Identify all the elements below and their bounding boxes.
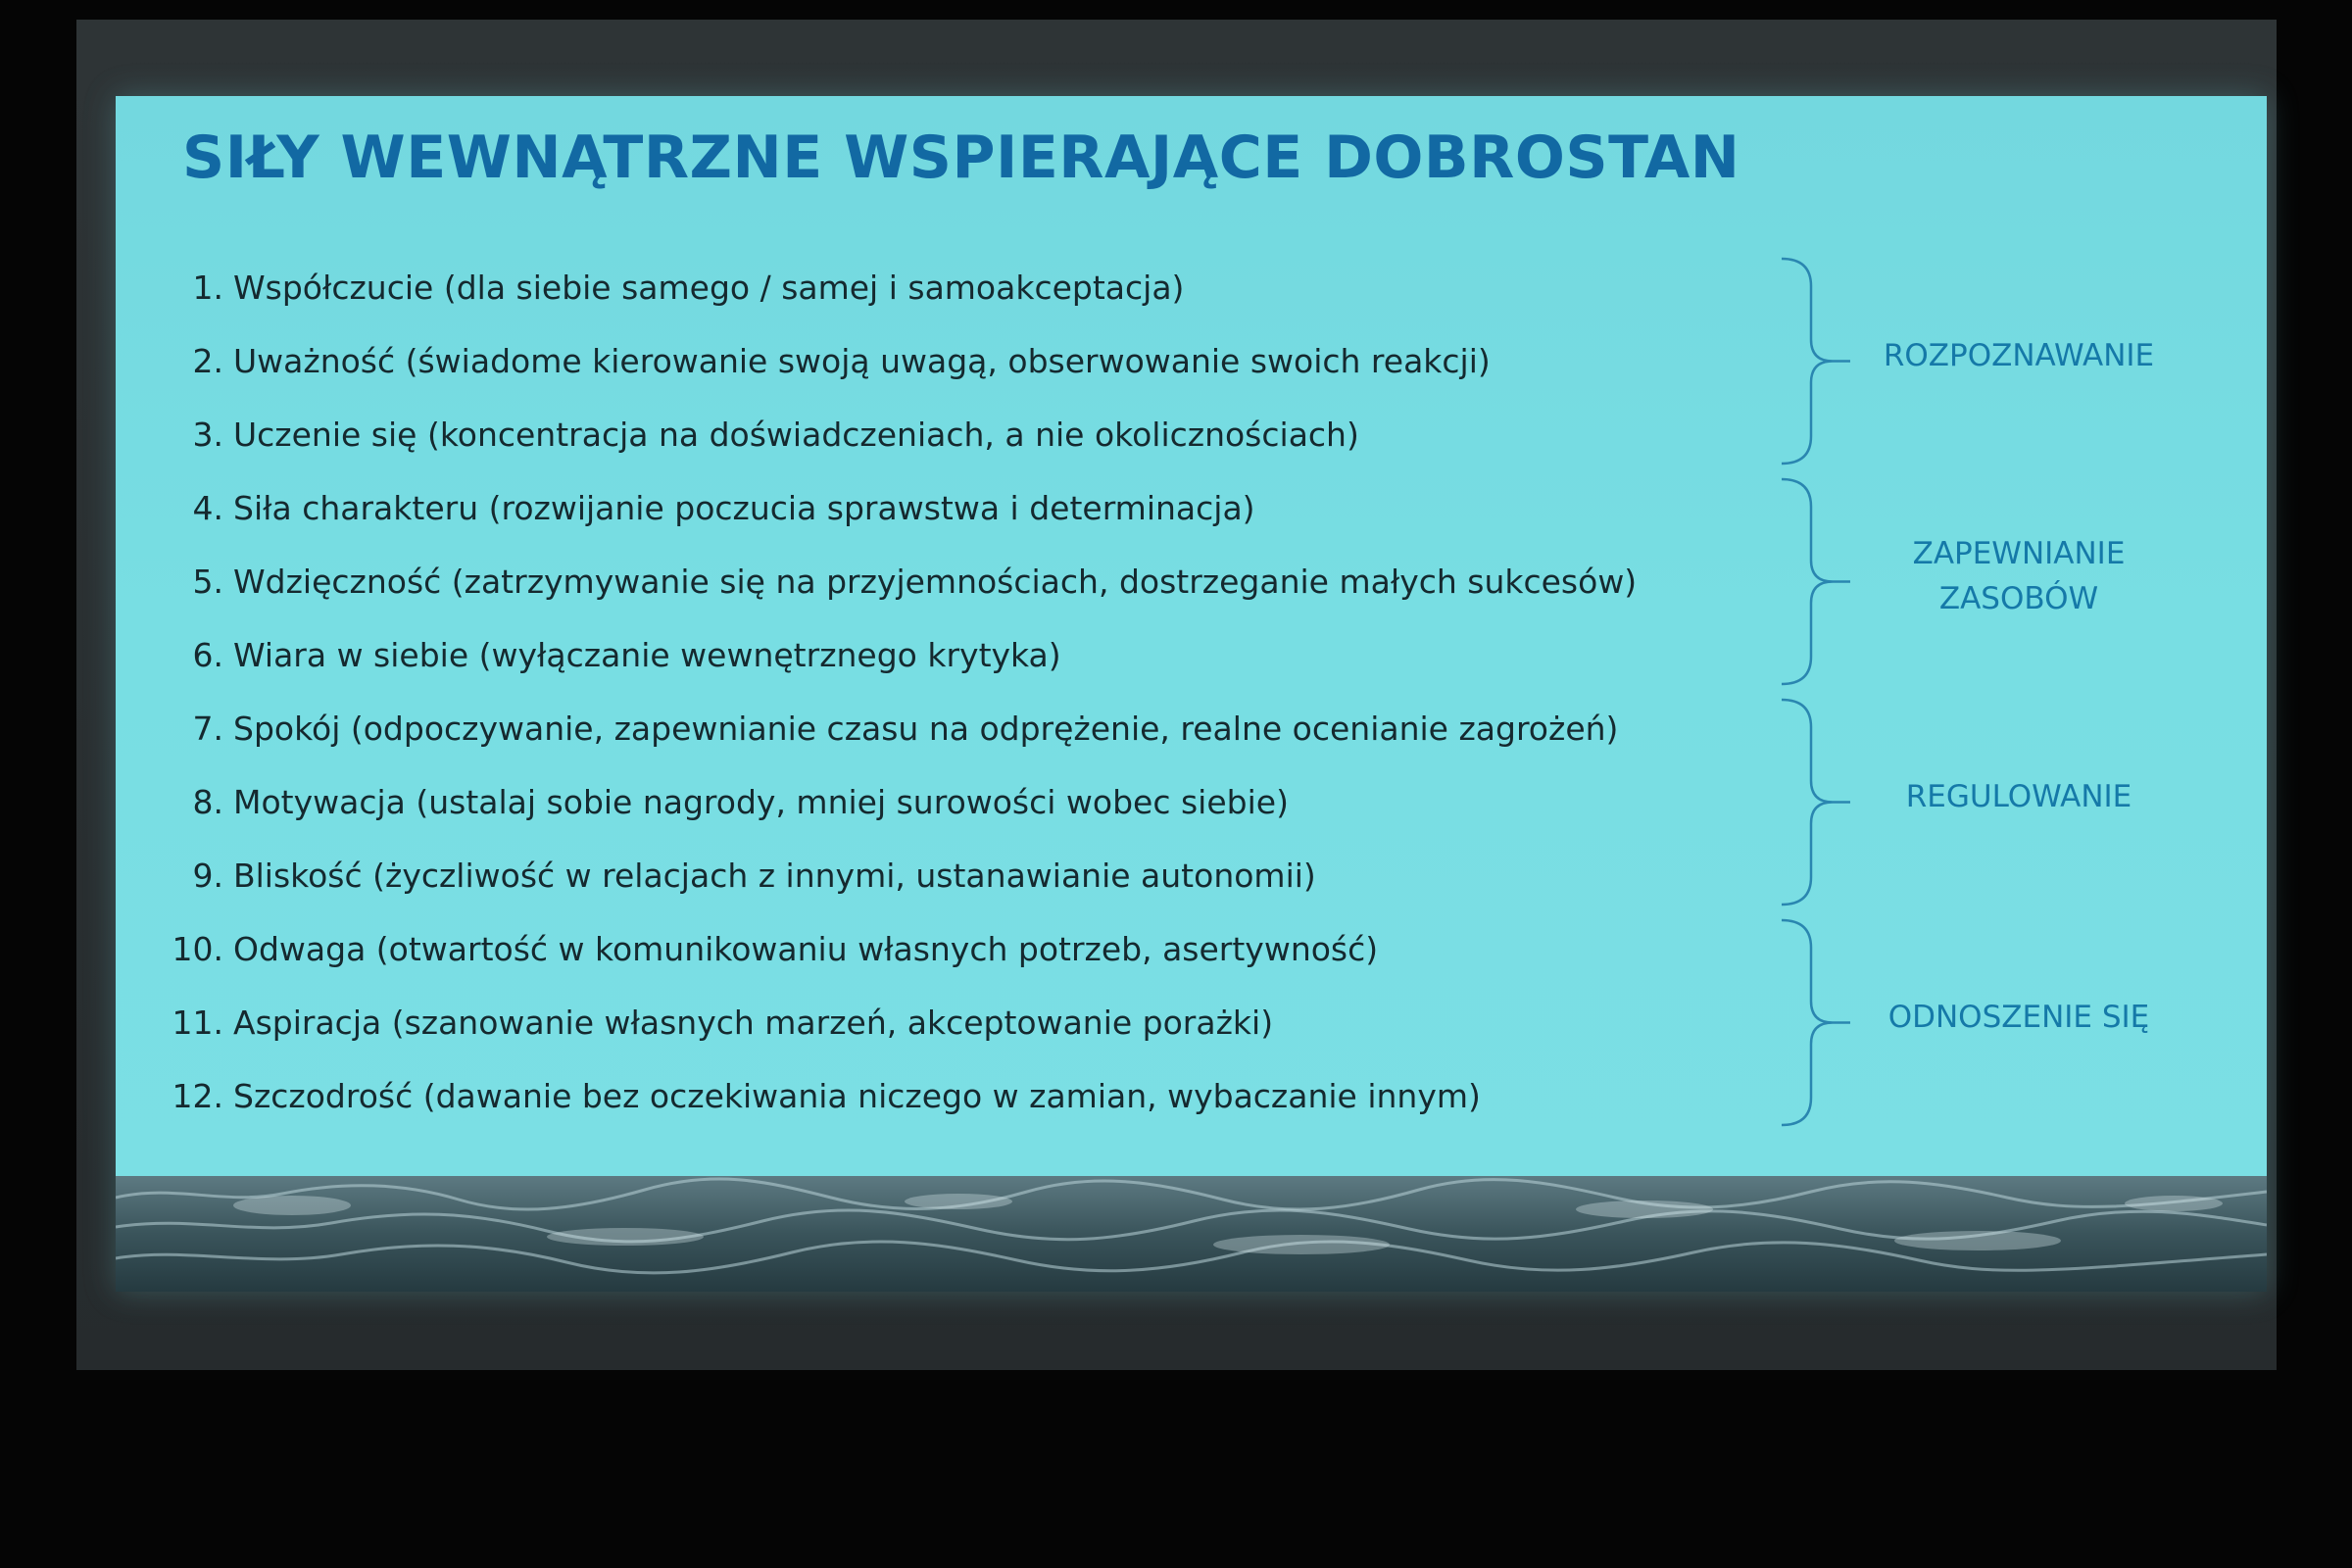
group-label-line: ODNOSZENIE SIĘ [1887, 999, 2150, 1035]
group-brace [1782, 259, 1833, 464]
list-item-text: Motywacja (ustalaj sobie nagrody, mniej surowości wobec siebie) [233, 783, 1289, 821]
sea-waves-image [116, 1176, 2267, 1292]
group-brace [1782, 700, 1833, 905]
group-label-line: ZASOBÓW [1938, 580, 2099, 616]
list-item-text: Wiara w siebie (wyłączanie wewnętrznego krytyka) [233, 636, 1061, 674]
list-item [167, 398, 1754, 471]
list-item-text: Aspiracja (szanowanie własnych marzeń, akceptowanie porażki) [233, 1004, 1274, 1042]
list-item-number: 11. [172, 1004, 223, 1042]
strengths-list [167, 251, 1754, 1133]
list-item-number: 2. [192, 342, 223, 380]
list-item [167, 618, 1754, 692]
list-item [167, 545, 1754, 618]
list-item-number: 6. [192, 636, 223, 674]
list-item-number: 8. [192, 783, 223, 821]
list-item [167, 912, 1754, 986]
group-label [1852, 531, 2185, 621]
list-item [167, 471, 1754, 545]
list-item-text: Współczucie (dla siebie samego / samej i samoakceptacja) [233, 269, 1185, 307]
list-item [167, 1059, 1754, 1133]
slide-title: SIŁY WEWNĄTRZNE WSPIERAJĄCE DOBROSTAN [182, 123, 1740, 192]
list-item-text: Wdzięczność (zatrzymywanie się na przyjemnościach, dostrzeganie małych sukcesów) [233, 563, 1638, 601]
group-label [1852, 774, 2185, 819]
list-item-text: Szczodrość (dawanie bez oczekiwania niczego w zamian, wybaczanie innym) [233, 1077, 1481, 1115]
list-item-number: 12. [172, 1077, 223, 1115]
list-item-text: Uważność (świadome kierowanie swoją uwagą, obserwowanie swoich reakcji) [233, 342, 1491, 380]
list-item-number: 10. [172, 930, 223, 968]
list-item-text: Spokój (odpoczywanie, zapewnianie czasu na odprężenie, realne ocenianie zagrożeń) [233, 710, 1619, 748]
group-brace [1782, 479, 1833, 684]
list-item [167, 251, 1754, 324]
list-item-text: Uczenie się (koncentracja na doświadczeniach, a nie okolicznościach) [233, 416, 1359, 454]
list-item-number: 1. [192, 269, 223, 307]
group-label-line: ROZPOZNAWANIE [1883, 337, 2155, 373]
list-item [167, 765, 1754, 839]
list-item-number: 7. [192, 710, 223, 748]
list-item [167, 324, 1754, 398]
presentation-slide [116, 96, 2267, 1292]
list-item-number: 4. [192, 489, 223, 527]
list-item-text: Siła charakteru (rozwijanie poczucia sprawstwa i determinacja) [233, 489, 1255, 527]
list-item-text: Bliskość (życzliwość w relacjach z innymi, ustanawianie autonomii) [233, 857, 1316, 895]
list-item [167, 839, 1754, 912]
group-label [1852, 333, 2185, 378]
list-item-number: 5. [192, 563, 223, 601]
group-label-line: REGULOWANIE [1905, 778, 2132, 814]
list-item [167, 986, 1754, 1059]
list-item-number: 3. [192, 416, 223, 454]
group-label [1852, 995, 2185, 1040]
group-label-line: ZAPEWNIANIE [1912, 535, 2126, 571]
group-brace [1782, 920, 1833, 1125]
list-item-number: 9. [192, 857, 223, 895]
list-item-text: Odwaga (otwartość w komunikowaniu własnych potrzeb, asertywność) [233, 930, 1379, 968]
list-item [167, 692, 1754, 765]
